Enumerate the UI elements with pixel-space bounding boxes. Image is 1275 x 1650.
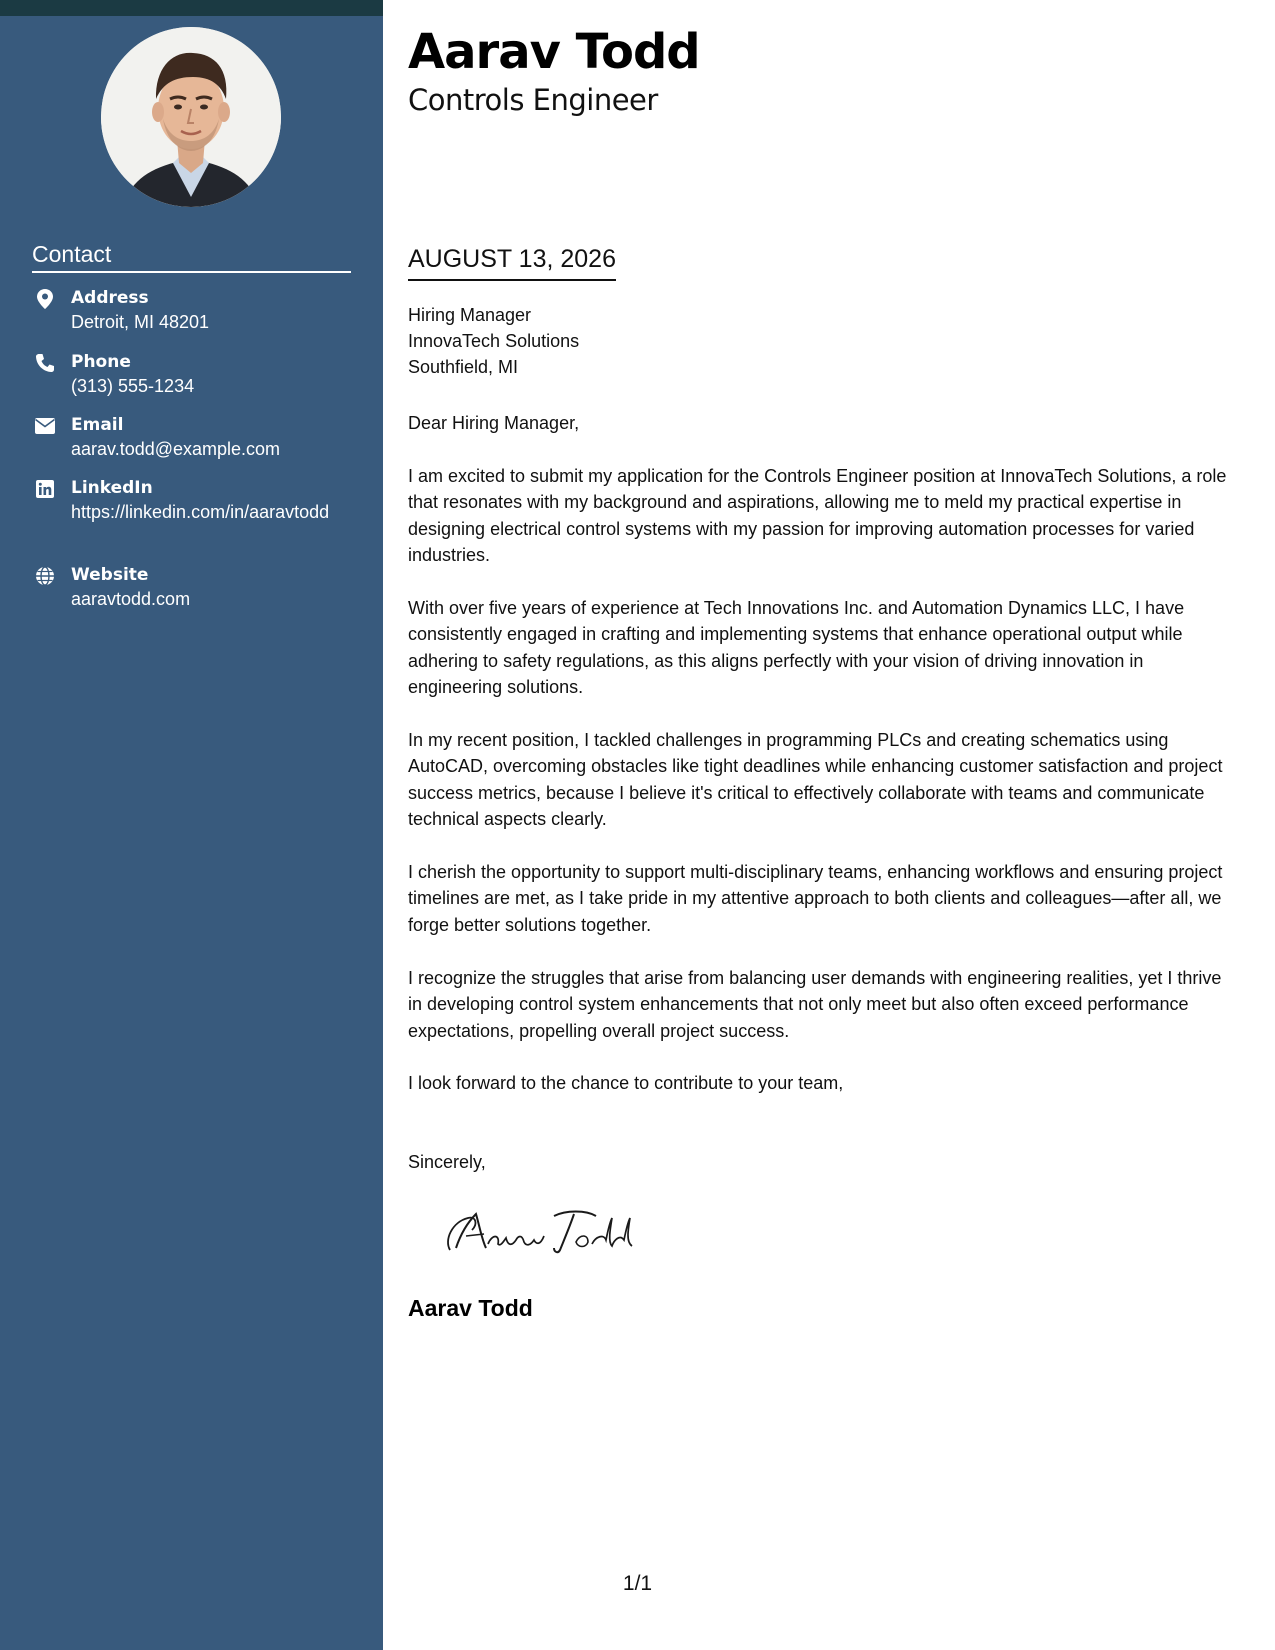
page-number: 1/1 bbox=[622, 1572, 653, 1595]
body-paragraph: I am excited to submit my application for the Controls Engineer position at InnovaTech Solutions, a role that resonates with my background and aspirations, allowing me to meld my practical expertise in designing electrical control systems with my passion for improving automation processes for varied industries. bbox=[408, 466, 1227, 566]
website-value[interactable]: aaravtodd.com bbox=[71, 589, 191, 609]
contact-label: Website bbox=[71, 565, 149, 585]
map-pin-icon bbox=[32, 288, 58, 310]
profile-photo bbox=[101, 27, 281, 207]
sidebar-top-bar bbox=[0, 0, 383, 16]
phone-icon bbox=[32, 352, 58, 374]
letter-date: AUGUST 13, 2026 bbox=[408, 243, 616, 281]
body-paragraph: I recognize the struggles that arise from balancing user demands with engineering realities, yet I thrive in developing control system enhancements that not only meet but also often exceed performance expectations, propelling overall project success. bbox=[408, 968, 1222, 1041]
applicant-name: Aarav Todd bbox=[408, 24, 700, 80]
recipient-line: Southfield, MI bbox=[408, 357, 519, 377]
globe-icon bbox=[32, 565, 58, 587]
contact-label: LinkedIn bbox=[71, 478, 153, 498]
contact-label: Phone bbox=[71, 352, 131, 372]
envelope-icon bbox=[32, 415, 58, 437]
address-value: Detroit, MI 48201 bbox=[71, 312, 210, 332]
handwritten-signature bbox=[436, 1200, 656, 1260]
body-paragraph: In my recent position, I tackled challenges in programming PLCs and creating schematics using AutoCAD, overcoming obstacles like tight deadlines while enhancing customer satisfaction and project success metrics, because I believe it's critical to effectively collaborate with teams and communicate technical aspects clearly. bbox=[408, 730, 1223, 830]
phone-value: (313) 555-1234 bbox=[71, 376, 195, 396]
contact-label: Address bbox=[71, 288, 149, 308]
contact-heading: Contact bbox=[32, 240, 351, 273]
closing: Sincerely, bbox=[408, 1152, 486, 1172]
email-value: aarav.todd@example.com bbox=[71, 439, 281, 459]
contact-label: Email bbox=[71, 415, 124, 435]
recipient-line: Hiring Manager bbox=[408, 305, 532, 325]
salutation: Dear Hiring Manager, bbox=[408, 413, 580, 433]
job-title: Controls Engineer bbox=[408, 83, 658, 117]
sidebar bbox=[0, 0, 383, 1650]
body-paragraph: I cherish the opportunity to support multi-disciplinary teams, enhancing workflows and ensuring project timelines are met, as I take pride in my attentive approach to both clients and colleagues—after all, we forge better solutions together. bbox=[408, 862, 1223, 935]
linkedin-value[interactable]: https://linkedin.com/in/aaravtodd bbox=[71, 502, 330, 522]
body-paragraph: With over five years of experience at Tech Innovations Inc. and Automation Dynamics LLC, I have consistently engaged in crafting and implementing systems that enhance operational output while adhering to safety regulations, as this aligns perfectly with your vision of driving innovation in engineering solutions. bbox=[408, 598, 1185, 698]
signer-name: Aarav Todd bbox=[408, 1295, 533, 1321]
linkedin-icon bbox=[32, 478, 58, 500]
recipient-line: InnovaTech Solutions bbox=[408, 331, 580, 351]
body-paragraph: I look forward to the chance to contribute to your team, bbox=[408, 1073, 844, 1093]
avatar bbox=[101, 27, 281, 207]
recipient-block bbox=[408, 302, 579, 380]
